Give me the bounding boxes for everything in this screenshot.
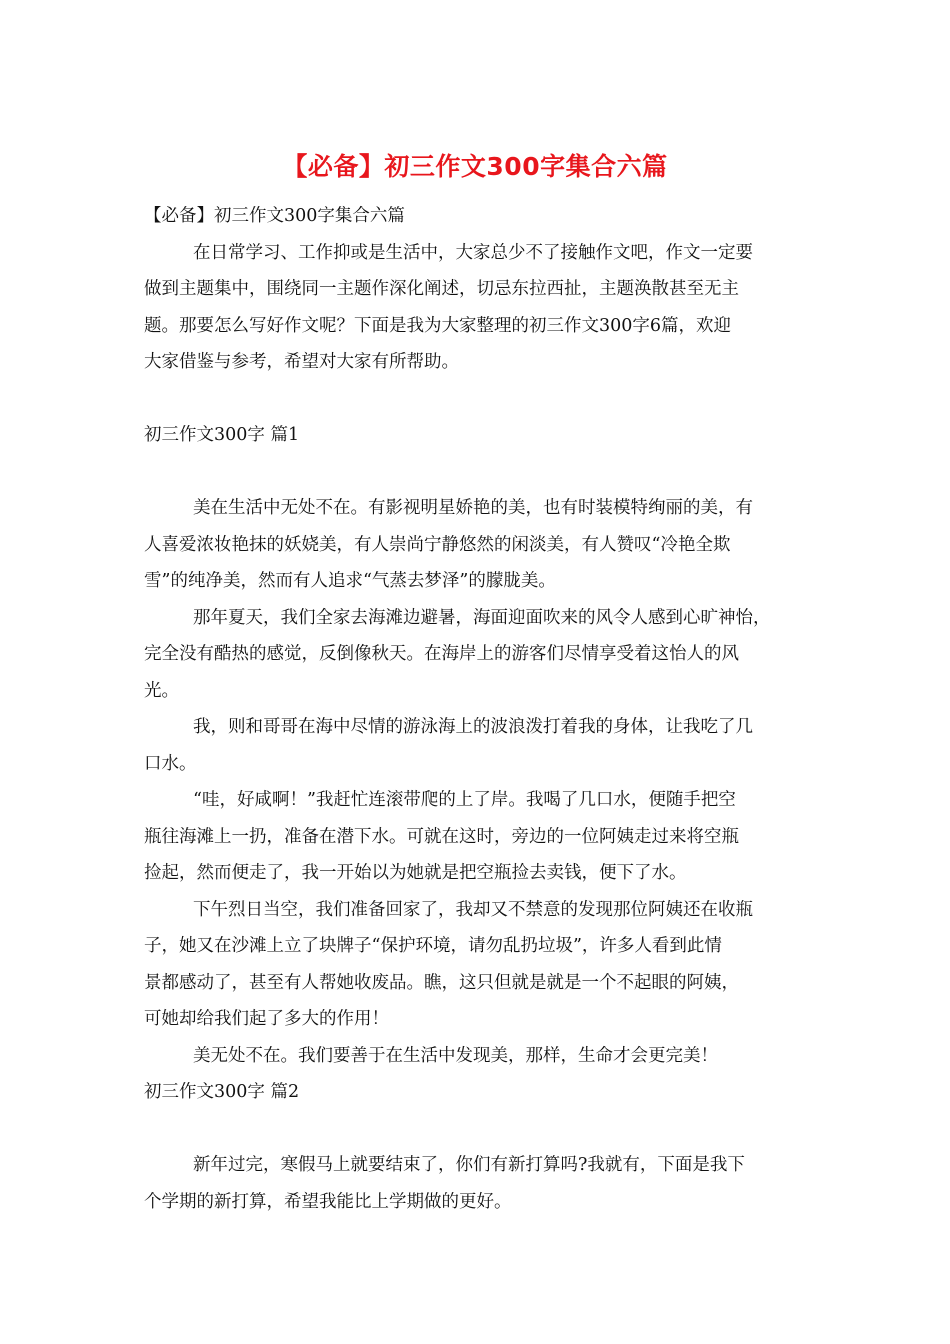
spacer [144, 1111, 816, 1148]
text-line: 下午烈日当空，我们准备回家了，我却又不禁意的发现那位阿姨还在收瓶 [193, 899, 753, 920]
text-line: 美无处不在。我们要善于在生活中发现美，那样，生命才会更完美！ [193, 1045, 718, 1066]
paragraph [144, 782, 816, 892]
text-line: 子，她又在沙滩上立了块牌子“保护环境，请勿乱扔垃圾”，许多人看到此情 [144, 936, 722, 956]
text-line: 新年过完，寒假马上就要结束了，你们有新打算吗?我就有，下面是我下 [193, 1155, 745, 1175]
paragraph [144, 709, 816, 782]
text-line: 那年夏天，我们全家去海滩边避暑，海面迎面吹来的风令人感到心旷神怡， [193, 607, 771, 628]
paragraph [144, 600, 816, 710]
section-heading-2: 初三作文300字 篇2 [144, 1082, 300, 1102]
text-line: 人喜爱浓妆艳抹的妖娆美，有人崇尚宁静悠然的闲淡美，有人赞叹“冷艳全欺 [144, 534, 731, 555]
document-subtitle: 【必备】初三作文300字集合六篇 [144, 206, 405, 226]
text-line: “哇，好咸啊！”我赶忙连滚带爬的上了岸。我喝了几口水，便随手把空 [193, 790, 736, 810]
text-line: 做到主题集中，围绕同一主题作深化阐述，切忌东拉西扯，主题涣散甚至无主 [144, 279, 739, 299]
document-body [144, 198, 816, 1220]
text-line: 雪”的纯净美，然而有人追求“气蒸去梦泽”的朦胧美。 [144, 571, 556, 591]
spacer [144, 454, 816, 491]
document-title: 【必备】初三作文300字集合六篇 [282, 152, 668, 181]
section-heading-1: 初三作文300字 篇1 [144, 425, 300, 445]
text-line: 景都感动了，甚至有人帮她收废品。瞧，这只但就是就是一个不起眼的阿姨， [144, 972, 739, 993]
spacer [144, 381, 816, 418]
text-line: 我，则和哥哥在海中尽情的游泳海上的波浪泼打着我的身体，让我吃了几 [193, 717, 753, 737]
text-line: 完全没有酷热的感觉，反倒像秋天。在海岸上的游客们尽情享受着这怡人的风 [144, 644, 739, 664]
paragraph [144, 892, 816, 1038]
text-line: 个学期的新打算，希望我能比上学期做的更好。 [144, 1191, 512, 1212]
text-line: 瓶往海滩上一扔，准备在潜下水。可就在这时，旁边的一位阿姨走过来将空瓶 [144, 826, 739, 847]
text-line: 捡起，然而便走了，我一开始以为她就是把空瓶捡去卖钱，便下了水。 [144, 863, 687, 883]
text-line: 在日常学习、工作抑或是生活中，大家总少不了接触作文吧，作文一定要 [193, 242, 753, 263]
text-line: 美在生活中无处不在。有影视明星娇艳的美，也有时装模特绚丽的美，有 [193, 498, 753, 518]
text-line: 大家借鉴与参考，希望对大家有所帮助。 [144, 352, 459, 372]
text-line: 可她却给我们起了多大的作用！ [144, 1009, 389, 1029]
paragraph [144, 1038, 816, 1075]
paragraph [144, 1147, 816, 1220]
text-line: 光。 [144, 680, 179, 701]
paragraph [144, 490, 816, 600]
text-line: 题。那要怎么写好作文呢？下面是我为大家整理的初三作文300字6篇，欢迎 [144, 315, 732, 336]
intro-paragraph [144, 235, 816, 381]
text-line: 口水。 [144, 753, 197, 774]
